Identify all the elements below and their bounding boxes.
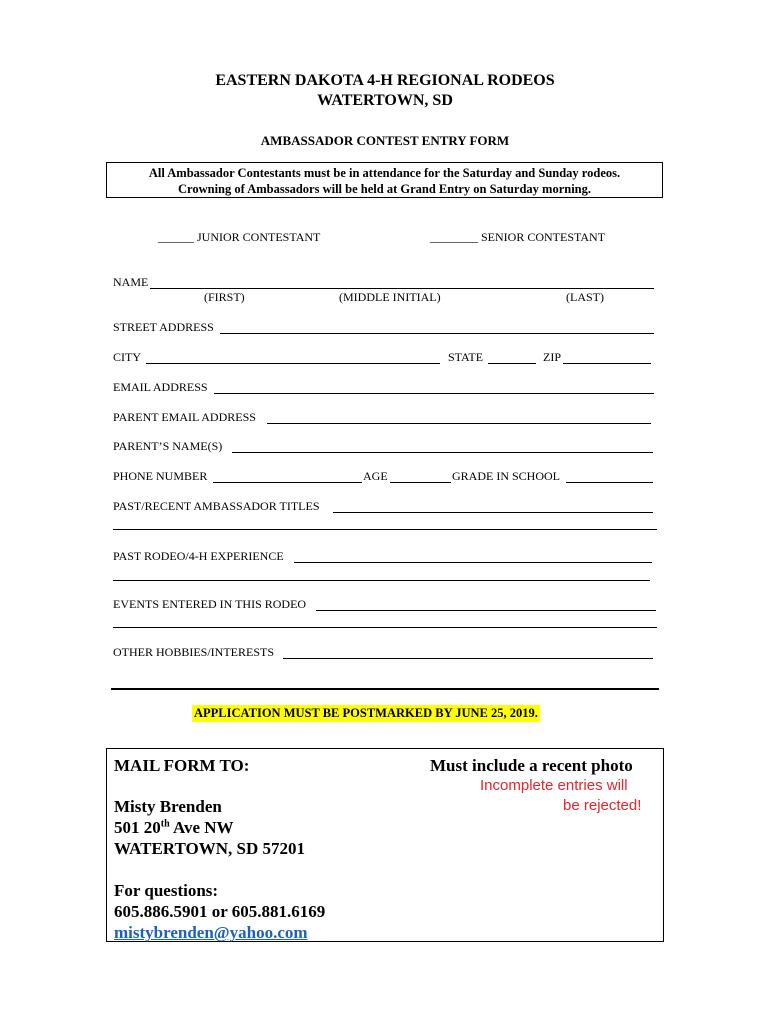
- mail-heading: MAIL FORM TO:: [114, 756, 250, 775]
- hobbies-field[interactable]: [283, 658, 653, 659]
- section-divider: [111, 688, 659, 690]
- events-field-line-2[interactable]: [113, 627, 657, 628]
- street-field[interactable]: [220, 333, 654, 334]
- phone-field[interactable]: [213, 482, 362, 483]
- name-first-caption: (FIRST): [204, 290, 245, 304]
- email-field[interactable]: [214, 393, 654, 394]
- age-field[interactable]: [390, 482, 451, 483]
- events-label: EVENTS ENTERED IN THIS RODEO: [113, 597, 307, 611]
- state-field[interactable]: [488, 363, 536, 364]
- junior-label: JUNIOR CONTESTANT: [197, 230, 321, 244]
- titles-field-line-2[interactable]: [113, 529, 657, 530]
- title-line-1: EASTERN DAKOTA 4-H REGIONAL RODEOS: [215, 72, 555, 89]
- form-title: AMBASSADOR CONTEST ENTRY FORM: [260, 133, 510, 148]
- experience-label: PAST RODEO/4-H EXPERIENCE: [113, 549, 284, 563]
- address-street: Ave NW: [169, 818, 234, 837]
- questions-label: For questions:: [114, 881, 219, 900]
- address-number: 501 20: [114, 818, 161, 837]
- contact-email-link[interactable]: mistybrenden@yahoo.com: [114, 923, 308, 942]
- junior-contestant-option[interactable]: [158, 230, 320, 245]
- experience-field[interactable]: [294, 562, 652, 563]
- phone-label: PHONE NUMBER: [113, 469, 208, 483]
- mail-city-line: WATERTOWN, SD 57201: [114, 839, 306, 858]
- zip-label: ZIP: [543, 350, 561, 364]
- titles-label: PAST/RECENT AMBASSADOR TITLES: [113, 499, 320, 513]
- junior-blank: ______: [158, 230, 194, 244]
- name-field[interactable]: [150, 288, 654, 289]
- parent-names-label: PARENT’S NAME(S): [113, 439, 223, 453]
- notice-line-1: All Ambassador Contestants must be in attendance for the Saturday and Sunday rodeos.: [148, 166, 621, 180]
- contact-phones: 605.886.5901 or 605.881.6169: [114, 902, 326, 921]
- postmark-deadline-notice: APPLICATION MUST BE POSTMARKED BY JUNE 25, 2019.: [194, 706, 538, 720]
- parent-email-label: PARENT EMAIL ADDRESS: [113, 410, 256, 424]
- senior-contestant-option[interactable]: [430, 230, 605, 245]
- incomplete-warning-line-2: be rejected!: [563, 797, 642, 814]
- parent-email-field[interactable]: [267, 423, 651, 424]
- hobbies-label: OTHER HOBBIES/INTERESTS: [113, 645, 275, 659]
- grade-field[interactable]: [566, 482, 653, 483]
- events-field[interactable]: [316, 610, 656, 611]
- zip-field[interactable]: [563, 363, 651, 364]
- grade-label: GRADE IN SCHOOL: [452, 469, 560, 483]
- age-label: AGE: [363, 469, 388, 483]
- notice-line-2: Crowning of Ambassadors will be held at Grand Entry on Saturday morning.: [177, 182, 592, 196]
- experience-field-line-2[interactable]: [113, 580, 650, 581]
- incomplete-warning-line-1: Incomplete entries will: [480, 777, 628, 794]
- senior-blank: ________: [430, 230, 478, 244]
- street-label: STREET ADDRESS: [113, 320, 214, 334]
- senior-label: SENIOR CONTESTANT: [481, 230, 606, 244]
- photo-requirement: Must include a recent photo: [430, 756, 633, 775]
- name-label: NAME: [113, 275, 149, 289]
- address-suffix: th: [160, 818, 170, 830]
- mail-recipient-name: Misty Brenden: [114, 797, 222, 816]
- titles-field[interactable]: [333, 512, 653, 513]
- state-label: STATE: [448, 350, 484, 364]
- name-last-caption: (LAST): [566, 290, 604, 304]
- parent-names-field[interactable]: [232, 452, 653, 453]
- city-label: CITY: [113, 350, 141, 364]
- mail-street-address: [114, 818, 234, 838]
- city-field[interactable]: [146, 363, 440, 364]
- title-line-2: WATERTOWN, SD: [317, 92, 453, 109]
- name-middle-caption: (MIDDLE INITIAL): [339, 290, 441, 304]
- attendance-notice-box: [106, 162, 663, 198]
- email-label: EMAIL ADDRESS: [113, 380, 208, 394]
